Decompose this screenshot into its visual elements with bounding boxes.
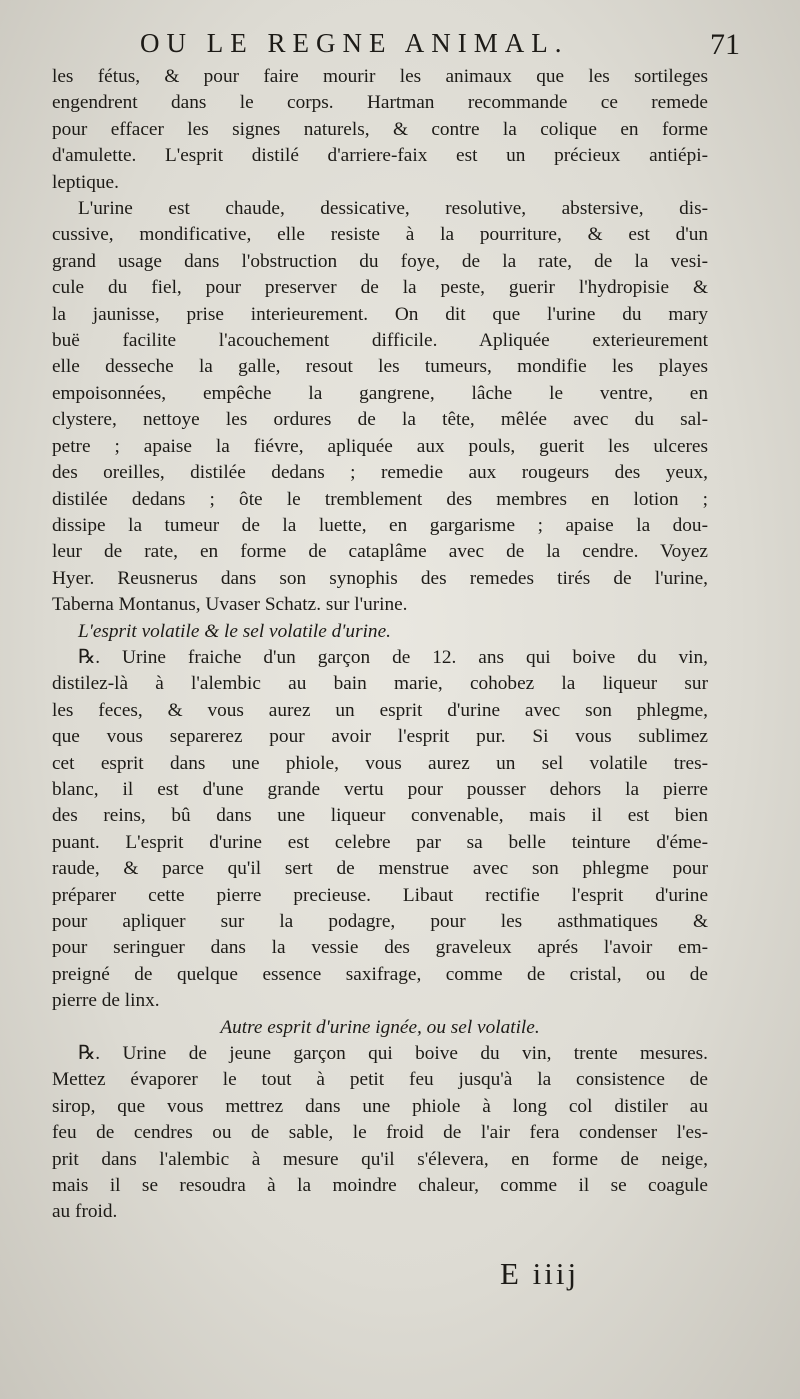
text-line: dissipe la tumeur de la luette, en gargarisme ; apaise la dou-	[52, 514, 708, 536]
text-line: des oreilles, distilée dedans ; remedie aux rougeurs des yeux,	[52, 462, 708, 484]
text-line: feu de cendres ou de sable, le froid de l'air fera condenser l'es-	[52, 1122, 708, 1144]
text-line: elle desseche la galle, resout les tumeurs, mondifie les playes	[52, 356, 708, 378]
section-heading: L'esprit volatile & le sel volatile d'urine.	[78, 620, 391, 642]
running-head	[140, 28, 740, 64]
text-line: la jaunisse, prise interieurement. On dit que l'urine du mary	[52, 303, 708, 325]
text-line: grand usage dans l'obstruction du foye, de la rate, de la vesi-	[52, 250, 708, 272]
section-heading: Autre esprit d'urine ignée, ou sel volatile.	[220, 1016, 540, 1038]
text-line: distilez-là à l'alembic au bain marie, cohobez la liqueur sur	[52, 673, 708, 695]
text-line: raude, & parce qu'il sert de menstrue avec son phlegme pour	[52, 858, 708, 880]
text-line: pour effacer les signes naturels, & contre la colique en forme	[52, 118, 708, 140]
text-line: cule du fiel, pour preserver de la peste, guerir l'hydropisie &	[52, 277, 708, 299]
text-line: préparer cette pierre precieuse. Libaut rectifie l'esprit d'urine	[52, 884, 708, 906]
text-line: preigné de quelque essence saxifrage, comme de cristal, ou de	[52, 963, 708, 985]
text-line: pour seringuer dans la vessie des graveleux aprés l'avoir em-	[52, 937, 708, 959]
text-line: engendrent dans le corps. Hartman recommande ce remede	[52, 92, 708, 114]
body-text	[52, 64, 708, 1226]
text-line: Mettez évaporer le tout à petit feu jusqu'à la consistence de	[52, 1069, 708, 1091]
text-line: que vous separerez pour avoir l'esprit pur. Si vous sublimez	[52, 726, 708, 748]
page-number: 71	[710, 28, 740, 61]
text-line: cet esprit dans une phiole, vous aurez un sel volatile tres-	[52, 752, 708, 774]
text-line: distilée dedans ; ôte le tremblement des membres en lotion ;	[52, 488, 708, 510]
text-line: prit dans l'alembic à mesure qu'il s'élevera, en forme de neige,	[52, 1148, 708, 1170]
text-line: petre ; apaise la fiévre, apliquée aux pouls, guerit les ulceres	[52, 435, 708, 457]
text-line: pour apliquer sur la podagre, pour les asthmatiques &	[52, 911, 708, 932]
text-line: ℞. Urine fraiche d'un garçon de 12. ans qui boive du vin,	[78, 646, 708, 668]
running-title: OU LE REGNE ANIMAL.	[140, 28, 569, 58]
text-line: au froid.	[52, 1201, 118, 1223]
text-line: cussive, mondificative, elle resiste à la pourriture, & est d'un	[52, 224, 708, 246]
text-line: empoisonnées, empêche la gangrene, lâche le ventre, en	[52, 382, 708, 404]
text-line: leur de rate, en forme de cataplâme avec de la cendre. Voyez	[52, 541, 708, 563]
text-line: Hyer. Reusnerus dans son synophis des remedes tirés de l'urine,	[52, 567, 708, 589]
text-line: blanc, il est d'une grande vertu pour pousser dehors la pierre	[52, 778, 708, 800]
text-line: les fétus, & pour faire mourir les animaux que les sortileges	[52, 66, 708, 87]
text-line: L'urine est chaude, dessicative, resolutive, abstersive, dis-	[78, 198, 708, 220]
text-line: Taberna Montanus, Uvaser Schatz. sur l'urine.	[52, 594, 408, 616]
text-line: mais il se resoudra à la moindre chaleur, comme il se coagule	[52, 1175, 708, 1197]
text-line: clystere, nettoye les ordures de la tête, mêlée avec du sal-	[52, 409, 708, 431]
text-line: pierre de linx.	[52, 990, 160, 1012]
text-line: ℞. Urine de jeune garçon qui boive du vin, trente mesures.	[78, 1043, 708, 1065]
text-line: les feces, & vous aurez un esprit d'urine avec son phlegme,	[52, 699, 708, 721]
text-line: buë facilite l'acouchement difficile. Apliquée exterieurement	[52, 330, 708, 352]
text-line: puant. L'esprit d'urine est celebre par sa belle teinture d'éme-	[52, 831, 708, 853]
text-line: d'amulette. L'esprit distilé d'arriere-faix est un précieux antiépi-	[52, 145, 708, 167]
signature-mark: E iiij	[500, 1256, 580, 1291]
text-line: des reins, bû dans une liqueur convenable, mais il est bien	[52, 805, 708, 827]
text-line: leptique.	[52, 171, 119, 193]
text-line: sirop, que vous mettrez dans une phiole à long col distiler au	[52, 1095, 708, 1117]
